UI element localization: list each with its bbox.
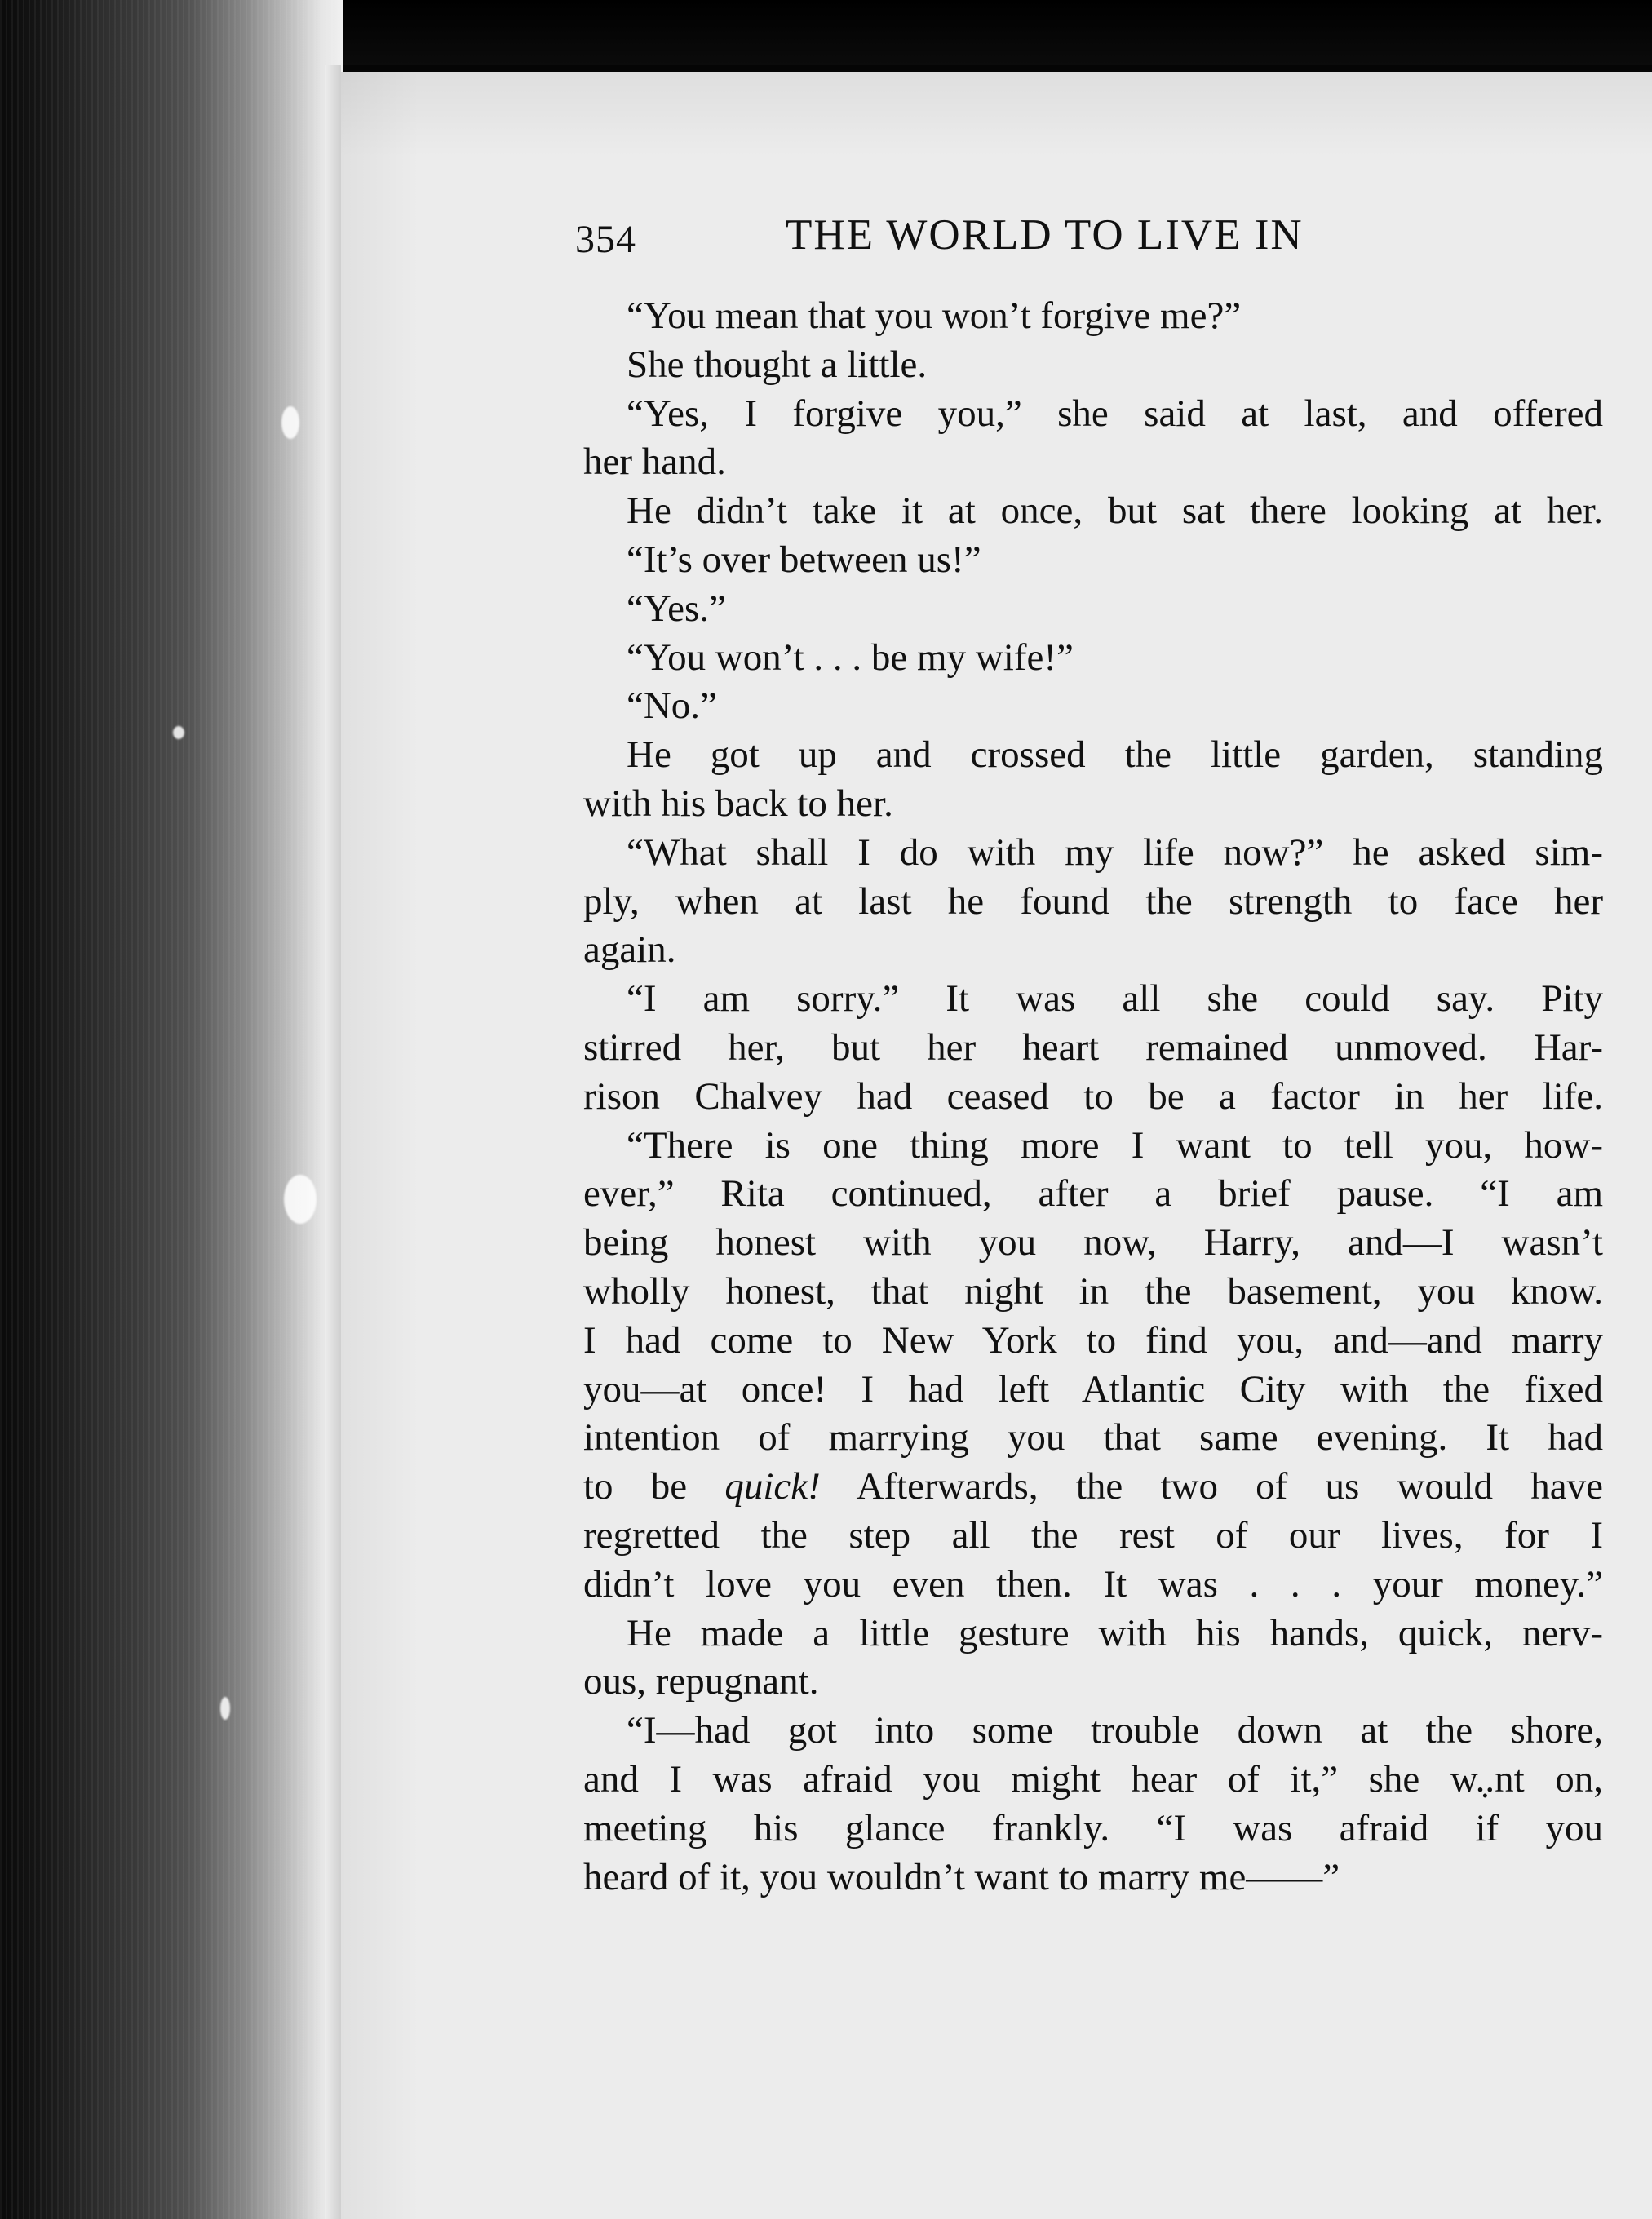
text-line <box>583 1463 1603 1512</box>
text-line: “No.” <box>627 684 717 728</box>
text-line: “I am sorry.” It was all she could say. Pity <box>627 977 1603 1021</box>
text-line: ply, when at last he found the strength to face her <box>583 879 1603 923</box>
body-text <box>583 292 1603 1902</box>
text-line: “I—had got into some trouble down at the shore, <box>627 1709 1603 1752</box>
text-line: ever,” Rita continued, after a brief pause. “I am <box>583 1172 1603 1216</box>
text-line: and I was afraid you might hear of it,” she w.̣.nt on, <box>583 1757 1603 1800</box>
text-line: She thought a little. <box>627 343 928 386</box>
binding-highlight <box>220 1697 230 1720</box>
text-line: you—at once! I had left Atlantic City with the fixed <box>583 1367 1603 1411</box>
text-line: wholly honest, that night in the basement, you know. <box>583 1269 1603 1313</box>
page-header <box>575 210 1628 269</box>
book-binding-edge <box>0 0 343 2219</box>
text-line: intention of marrying you that same evening. It had <box>583 1416 1603 1459</box>
text-segment: Afterwards, the two of us would have <box>820 1465 1604 1508</box>
text-line: with his back to her. <box>583 782 893 825</box>
binding-highlight <box>281 406 299 439</box>
text-line: regretted the step all the rest of our lives, for I <box>583 1513 1603 1557</box>
italic-text: quick! <box>724 1465 821 1508</box>
running-title: THE WORLD TO LIVE IN <box>786 211 1304 259</box>
text-line: “Yes.” <box>627 587 726 630</box>
text-segment: to be <box>583 1465 725 1508</box>
text-line: being honest with you now, Harry, and—I wasn’t <box>583 1221 1603 1265</box>
text-line: her hand. <box>583 441 726 484</box>
text-line: He got up and crossed the little garden, standing <box>627 733 1603 777</box>
text-line: “It’s over between us!” <box>627 538 981 581</box>
text-line: meeting his glance frankly. “I was afraid if you <box>583 1806 1603 1849</box>
text-line: “What shall I do with my life now?” he asked sim- <box>627 830 1603 874</box>
text-line: “You won’t . . . be my wife!” <box>627 636 1074 679</box>
text-line: again. <box>583 928 676 972</box>
text-line: stirred her, but her heart remained unmoved. Har- <box>583 1025 1603 1069</box>
text-line: heard of it, you wouldn’t want to marry me——” <box>583 1855 1340 1898</box>
text-line: “Yes, I forgive you,” she said at last, and offered <box>627 392 1603 435</box>
page-number: 354 <box>575 218 636 261</box>
text-line: I had come to New York to find you, and—and marry <box>583 1318 1603 1362</box>
binding-highlight <box>173 726 184 739</box>
text-line: He didn’t take it at once, but sat there looking at her. <box>627 489 1603 533</box>
text-line: “You mean that you won’t forgive me?” <box>627 295 1242 337</box>
binding-highlight <box>284 1175 317 1224</box>
text-line: “There is one thing more I want to tell you, how- <box>627 1123 1603 1167</box>
text-line: rison Chalvey had ceased to be a factor in her life. <box>583 1074 1603 1118</box>
page-edge <box>325 65 341 2219</box>
text-line: ous, repugnant. <box>583 1660 819 1703</box>
text-line: didn’t love you even then. It was . . . your money.” <box>583 1562 1603 1606</box>
text-line: He made a little gesture with his hands, quick, nerv- <box>627 1611 1603 1654</box>
